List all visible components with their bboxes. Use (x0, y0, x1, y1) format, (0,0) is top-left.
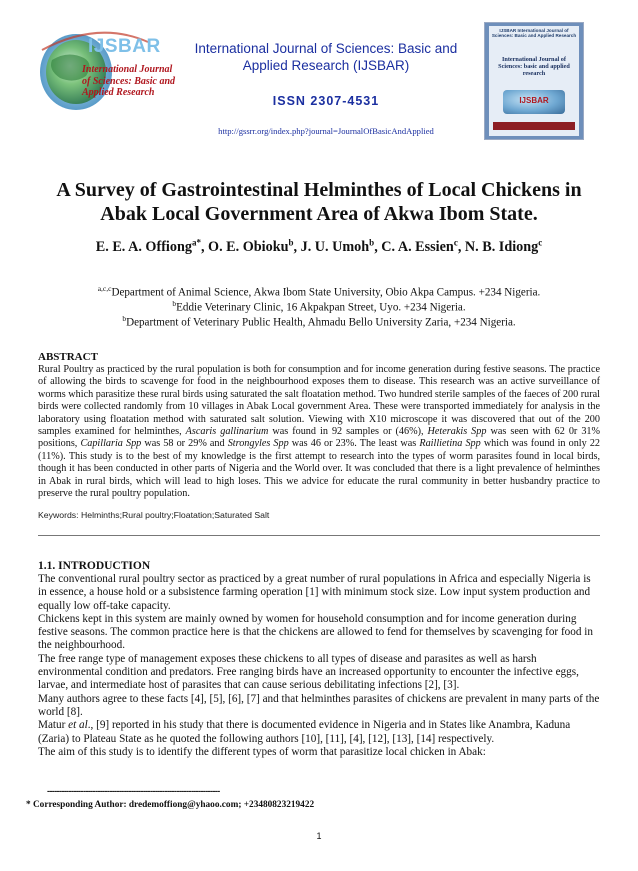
corresponding-author: * Corresponding Author: dredemoffiong@yhaoo.com; +23480823219422 (26, 800, 315, 810)
page-number: 1 (316, 831, 322, 841)
intro-paragraph: The conventional rural poultry sector as practiced by a great number of rural populations in Africa and especially Nigeria is in essence, a house hold or a subsistence farming operation [1] with minimum stock size. Low input system production and equally low off-take capacity. (38, 573, 591, 612)
cover-header: IJSBAR International Journal of Sciences: Basic and Applied Research (491, 28, 577, 39)
intro-heading: 1.1. INTRODUCTION (38, 560, 151, 572)
issn: ISSN 2307-4531 (272, 94, 380, 108)
affiliation: $^{a,c,c}$Department of Animal Science, Akwa Ibom State University, Obio Akpa Campus. +234 Nigeria. (97, 284, 541, 299)
section-divider (38, 535, 600, 536)
author: C. A. Essien$^c$, (381, 237, 465, 255)
author: J. U. Umoh$^b$, (300, 237, 382, 255)
footnote-separator: ------------------------------------------------------------------------ (47, 786, 220, 796)
journal-cover (484, 22, 584, 140)
author: N. B. Idiong$^c$ (464, 237, 543, 255)
cover-band (493, 122, 575, 130)
intro-paragraph: Matur et al., [9] reported in his study that there is documented evidence in Nigeria and in States like Anambra, Kaduna (Zaria) to Plateau State as he quoted the following authors [10], [11], [4], [12], [13], [14] respectively. (38, 719, 571, 745)
affiliation: $^b$Eddie Veterinary Clinic, 16 Akpakpan Street, Uyo. +234 Nigeria. (172, 299, 466, 314)
cover-acronym: IJSBAR (519, 96, 549, 105)
intro-paragraph: The free range type of management exposes these chickens to all types of disease and parasites as well as harsh environmental condition and predators. Free ranging birds have an increased opportunity to encounter the infective eggs, larvae, and intermediate host of parasites that can cause serious debilitating infections [2], [3]. (38, 652, 579, 692)
intro-paragraph: Chickens kept in this system are mainly owned by women for household consumption and for income generation during festive seasons. The common practice here is that the chickens are allowed to fend for themselves by scavenging for food in the neighbourhood. (38, 612, 593, 652)
cover-title: International Journal of Sciences: basic and applied research (498, 56, 570, 77)
journal-name: International Journal of Sciences: Basic and Applied Research (IJSBAR) (194, 41, 458, 73)
intro-body (38, 573, 600, 759)
abstract-body: Rural Poultry as practiced by the rural population is both for consumption and for income generation during festive seasons. The practice of allowing the birds to scavenge for food in the neighbourhood exposes them to disease. This research was an active surveillance of worms which parasitize these rural birds using saturated the salt floatation method. Two hundred sterile samples of the faeces of 200 rural birds were collected randomly from 10 villages in Abak Local government Area. These were transported immediately for analysis in the laboratory using floatation method with saturated salt solution. Viewing with X10 microscope it was discovered that out of the 200 samples examined for helminthes, Ascaris gallinarium was found in 92 samples or (46%), Heterakis Spp was seen with 62 0r 31% positions, Capillaria Spp was 58 or 29% and Strongyles Spp was 46 or 23%. The least was Raillietina Spp which was found in only 22 (11%). This study is to the best of my knowledge is the first attempt to research into the types of worm parasites found in local birds, though it has been conducted in other parts of Nigeria and the World over. It was concluded that there is a light prevalence of helminthes in Abak in rural birds, which will lead to high loses. This we advice for educate the rural community in better husbandry practice to preserve the rural poultry population. (38, 364, 601, 500)
journal-url[interactable]: http://gssrr.org/index.php?journal=JournalOfBasicAndApplied (218, 126, 434, 136)
intro-paragraph: Many authors agree to these facts [4], [5], [6], [7] and that helminthes parasites of chickens are prevalent in many parts of the world [8]. (38, 692, 600, 718)
journal-logo (38, 20, 180, 116)
paper-title: A Survey of Gastrointestinal Helminthes of Local Chickens in Abak Local Government Area of Akwa Ibom State. (56, 179, 582, 225)
author-list (30, 237, 608, 256)
keywords: Keywords: Helminths;Rural poultry;Floatation;Saturated Salt (38, 510, 270, 520)
author: E. E. A. Offiong$^{a*}$, (95, 237, 209, 255)
author: O. E. Obioku$^b$, (208, 237, 301, 255)
logo-tagline: International Journal of Sciences: Basic and Applied Research (82, 64, 176, 98)
affiliation: $^b$Department of Veterinary Public Health, Ahmadu Bello University Zaria, +234 Nigeria. (122, 314, 516, 329)
intro-paragraph: The aim of this study is to identify the different types of worm that parasitize local chicken in Abak: (38, 745, 486, 758)
abstract-heading: ABSTRACT (38, 351, 98, 363)
logo-acronym: IJSBAR (88, 36, 161, 57)
